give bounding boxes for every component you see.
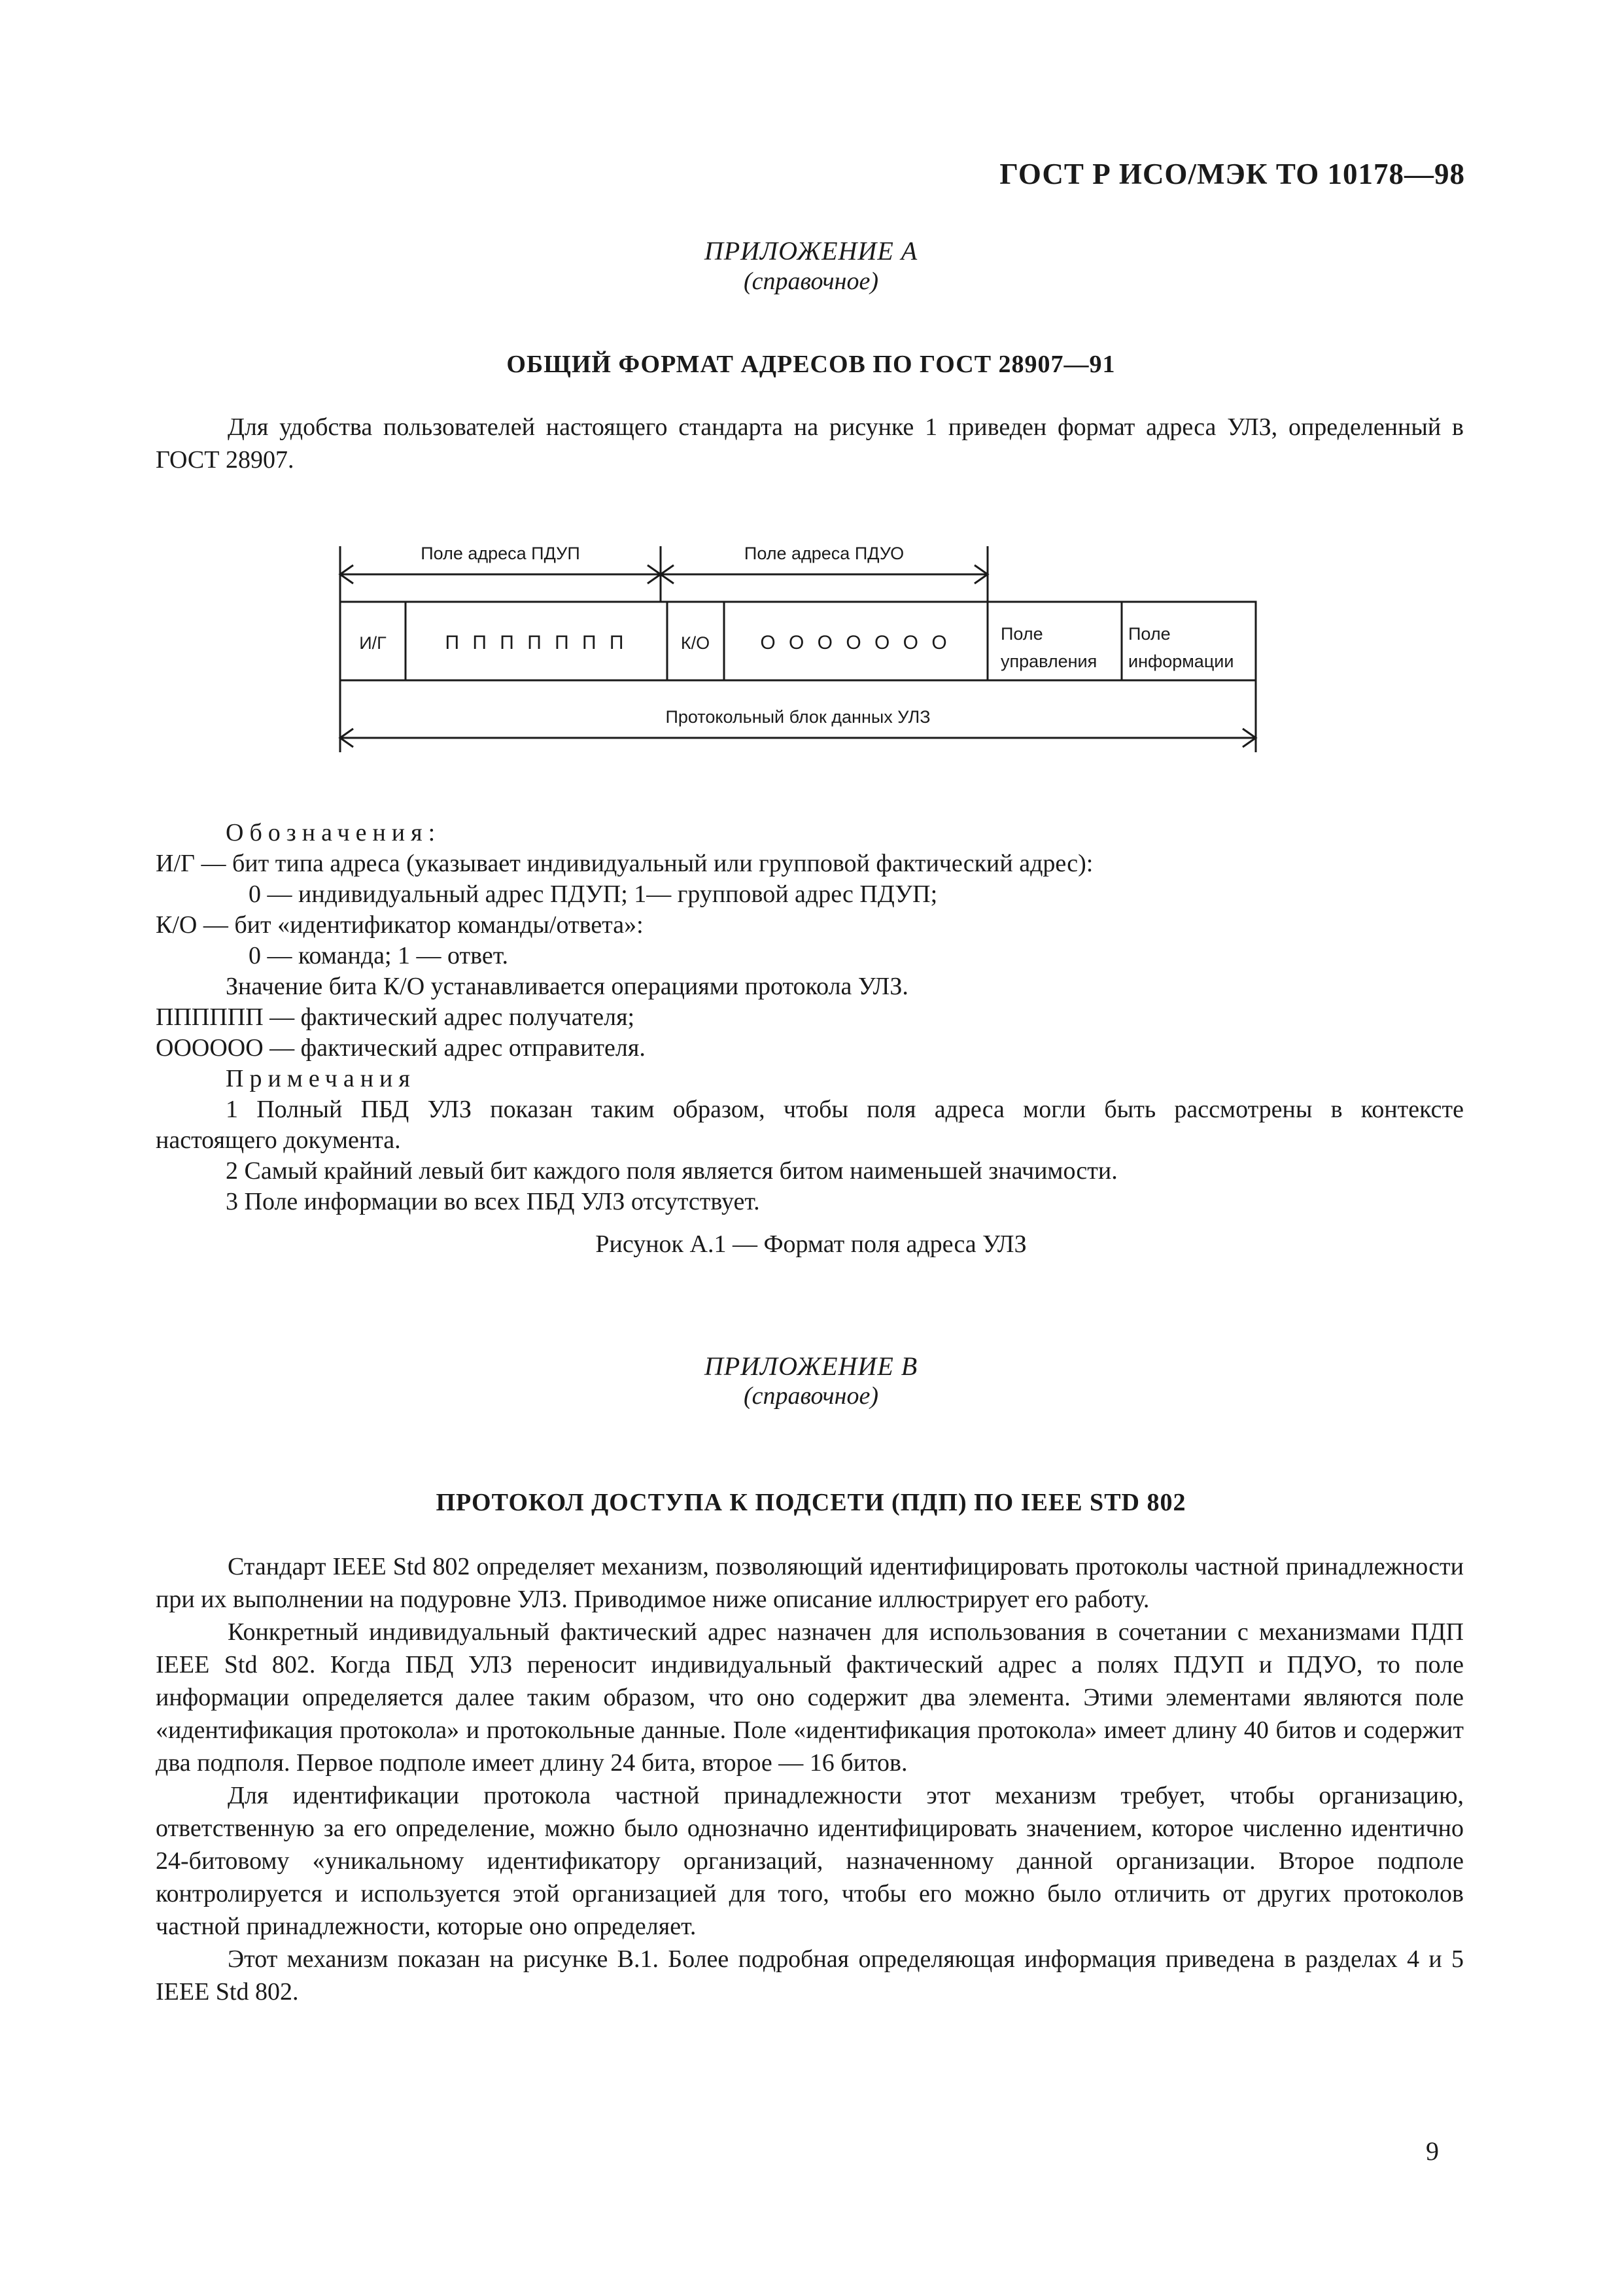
legend-src-def: ОООООО — фактический адрес отправителя. [156,1034,646,1062]
document-header: ГОСТ Р ИСО/МЭК ТО 10178—98 [999,158,1465,190]
page-number: 9 [1426,2136,1439,2166]
appendix-b-para-4: Этот механизм показан на рисунке В.1. Более подробная определяющая информация приведена в разделах 4 и 5 IEEE Std 802. [156,1945,1464,2006]
note-2: 2 Самый крайний левый бит каждого поля является битом наименьшей значимости. [226,1157,1118,1185]
co-label: К/О [680,633,710,653]
appendix-a-intro: Для удобства пользователей настоящего стандарта на рисунке 1 приведен формат адреса УЛЗ, определенный в ГОСТ 28907. [156,413,1464,474]
pdu-label: Протокольный блок данных УЛЗ [665,707,931,727]
appendix-a-subtitle: (справочное) [743,268,879,295]
legend-co-values: 0 — команда; 1 — ответ. [249,942,508,969]
control-label-1: Поле [1001,624,1043,644]
legend-dest-def: ПППППП — фактический адрес получателя; [156,1003,635,1031]
legend-heading: Обозначения: [226,819,441,846]
control-label-2: управления [1001,652,1097,671]
legend-co-def: К/О — бит «идентификатор команды/ответа»: [156,911,644,939]
address-format-diagram [327,530,1269,765]
figure-caption: Рисунок А.1 — Формат поля адреса УЛЗ [595,1230,1027,1258]
legend-co-note: Значение бита К/О устанавливается операциями протокола УЛЗ. [226,973,908,1000]
note-1-line-2: настоящего документа. [156,1126,401,1154]
appendix-b-para-1: Стандарт IEEE Std 802 определяет механизм, позволяющий идентифицировать протоколы частной принадлежности при их выполнении на подуровне УЛЗ. Приводимое ниже описание иллюстрирует его работу. [156,1553,1464,1613]
dest-bits: П П П П П П П [445,632,628,653]
legend-ig-values: 0 — индивидуальный адрес ПДУП; 1— групповой адрес ПДУП; [249,880,938,908]
src-bits: О О О О О О О [760,632,951,653]
legend-ig-def: И/Г — бит типа адреса (указывает индивидуальный или групповой фактический адрес): [156,850,1094,877]
appendix-b-title: ПРИЛОЖЕНИЕ В [704,1351,918,1381]
info-label-1: Поле [1128,624,1171,644]
appendix-b-para-2: Конкретный индивидуальный фактический адрес назначен для использования в сочетании с механизмами ПДП IEEE Std 802. Когда ПБД УЛЗ переносит индивидуальный фактический адрес а полях ПДУП и ПДУО, то поле информации определяется далее таким образом, что оно содержит два элемента. Этими элементами являются поле «идентификация протокола» и протокольные данные. Поле «идентификация протокола» имеет длину 40 битов и содержит два подполя. Первое подполе имеет длину 24 бита, второе — 16 битов. [156,1618,1464,1777]
appendix-b-para-3: Для идентификации протокола частной принадлежности этот механизм требует, чтобы организацию, ответственную за его определение, можно было однозначно идентифицировать значением, которое численно идентично 24-битовому «уникальному идентификатору организаций, назначенному данной организации. Второе подполе контролируется и используется этой организацией для того, чтобы его можно было отличить от других протоколов частной принадлежности, которые оно определяет. [156,1782,1464,1940]
notes-heading: Примечания [226,1065,416,1092]
appendix-b-heading: ПРОТОКОЛ ДОСТУПА К ПОДСЕТИ (ПДП) ПО IEEE STD 802 [436,1489,1186,1516]
appendix-b-subtitle: (справочное) [743,1382,879,1410]
dest-field-label: Поле адреса ПДУП [421,544,580,563]
note-1-line-1: 1 Полный ПБД УЛЗ показан таким образом, чтобы поля адреса могли быть рассмотрены в контексте [226,1096,1464,1123]
src-field-label: Поле адреса ПДУО [744,544,905,563]
note-3: 3 Поле информации во всех ПБД УЛЗ отсутствует. [226,1188,760,1215]
info-label-2: информации [1128,652,1234,671]
ig-label: И/Г [359,633,387,653]
appendix-a-heading: ОБЩИЙ ФОРМАТ АДРЕСОВ ПО ГОСТ 28907—91 [506,351,1116,378]
appendix-a-title: ПРИЛОЖЕНИЕ А [704,236,918,266]
